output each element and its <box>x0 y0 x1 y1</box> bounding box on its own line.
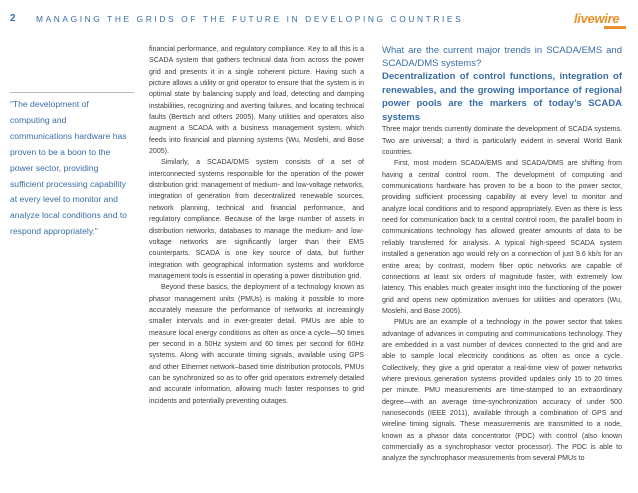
logo-underline <box>604 26 626 29</box>
section-subheading: Decentralization of control functions, integration of renewables, and the growing importance of regional power pools are the markers of today’s SCADA systems <box>382 71 622 123</box>
paragraph: First, most modern SCADA/EMS and SCADA/DMS are shifting from having a central control room. The development of computing and communications hardware has proven to be a boon to the power sector, providing sufficient processing capability at every level to monitor and analyze local conditions and to respond appropriately. Even as there is less need for communication back to a central control room, the parallel boom in communications technology has allowed greater amounts of data to be reliably transferred for analysis. A typical high-speed SCADA system installed a generation ago would rely on a connection of just 9.6 kb/s for an entire area; by contrast, modern fiber optic networks are capable of connections at least six orders of magnitude faster, with extremely low latency. This enables much greater insight into the functioning of the power grid and opens new optimization avenues for utilities and operators (Wu, Moslehi, and Bose 2005). <box>382 160 622 315</box>
page-header <box>10 10 626 30</box>
paragraph: Beyond these basics, the deployment of a technology known as phasor management units (PMUs) is making it possible to more accurately measure the performance of networks at increasingly smaller intervals and in ever-greater detail. PMUs are able to measure local energy conditions as often as once a cycle—50 times per second in a 50Hz system and 60 times per second for 60Hz systems. Along with accurate timing signals, available using GPS and other Ethernet network–based time distribution protocols, PMUs can be synchronized so as to offer grid operators extremely detailed and accurate information, allowing much faster responses to grid incidents and potentially preventing outages. <box>149 284 364 405</box>
running-title: MANAGING THE GRIDS OF THE FUTURE IN DEVELOPING COUNTRIES <box>36 14 464 24</box>
paragraph: Three major trends currently dominate the development of SCADA systems. Two are universal; a third is particularly evident in several World Bank countries. <box>382 126 622 157</box>
body-column-2 <box>382 44 622 465</box>
livewire-logo <box>574 10 626 32</box>
question-heading: What are the current major trends in SCADA/EMS and SCADA/DMS systems? <box>382 45 622 69</box>
sidebar <box>10 92 130 240</box>
paragraph: Similarly, a SCADA/DMS system consists of a set of interconnected systems responsible for the operation of the power distribution grid: management of medium- and low-voltage networks, integration of generation from decentralized renewable sources, network planning, technical and financial performance, and regulatory compliance. Because of the large number of assets in distribution networks, databases to manage the medium- and low-voltage networks are significantly larger than their EMS counterparts. SCADA is one key source of data, but further integration with geographical information systems and workforce management tools is essential in operating a power distribution grid. <box>149 159 364 280</box>
page-number: 2 <box>10 13 16 24</box>
pull-quote: “The development of computing and communications hardware has proven to be a boon to the power sector, providing sufficient processing capability at every level to monitor and analyze local conditions and to respond appropriately.” <box>10 99 128 237</box>
paragraph: financial performance, and regulatory compliance. Key to all this is a SCADA system that gathers technical data from across the power grid and presents it in a single coherent picture. Having such a picture allows a utility or grid operator to ensure that the system is in optimal state by balancing supply and load, detecting and damping instabilities, recognizing and averting failures, and locating technical faults (Bertsch and others 2005). Many utilities and operators also augment a SCADA with a business management system, which feeds into financial and planning systems (Wu, Moslehi, and Bose 2005). <box>149 46 364 156</box>
sidebar-rule <box>10 92 134 93</box>
paragraph: PMUs are an example of a technology in the power sector that takes advantage of advances in computing and communications technology. They are embedded in a vast number of devices connected to the grid and are able to sample local electricity conditions as often as once a cycle. Collectively, they give a grid operator a real-time view of power networks where previous generation systems provided updates only 15 to 20 times per minute. PMU measurements are time-stamped to an extraordinary degree—with an average time-synchronization accuracy of under 500 nanoseconds (IEEE 2011), available through a combination of GPS and wireline timing signals. These measurements are transmitted to a node, known as a phasor data concentrator (PDC) with control (also known commercially as a synchrophasor vector processor). The PDC is able to analyze the synchrophasor measurements from several PMUs to <box>382 319 622 463</box>
logo-text: livewire <box>574 11 620 26</box>
body-column-1 <box>149 44 364 407</box>
